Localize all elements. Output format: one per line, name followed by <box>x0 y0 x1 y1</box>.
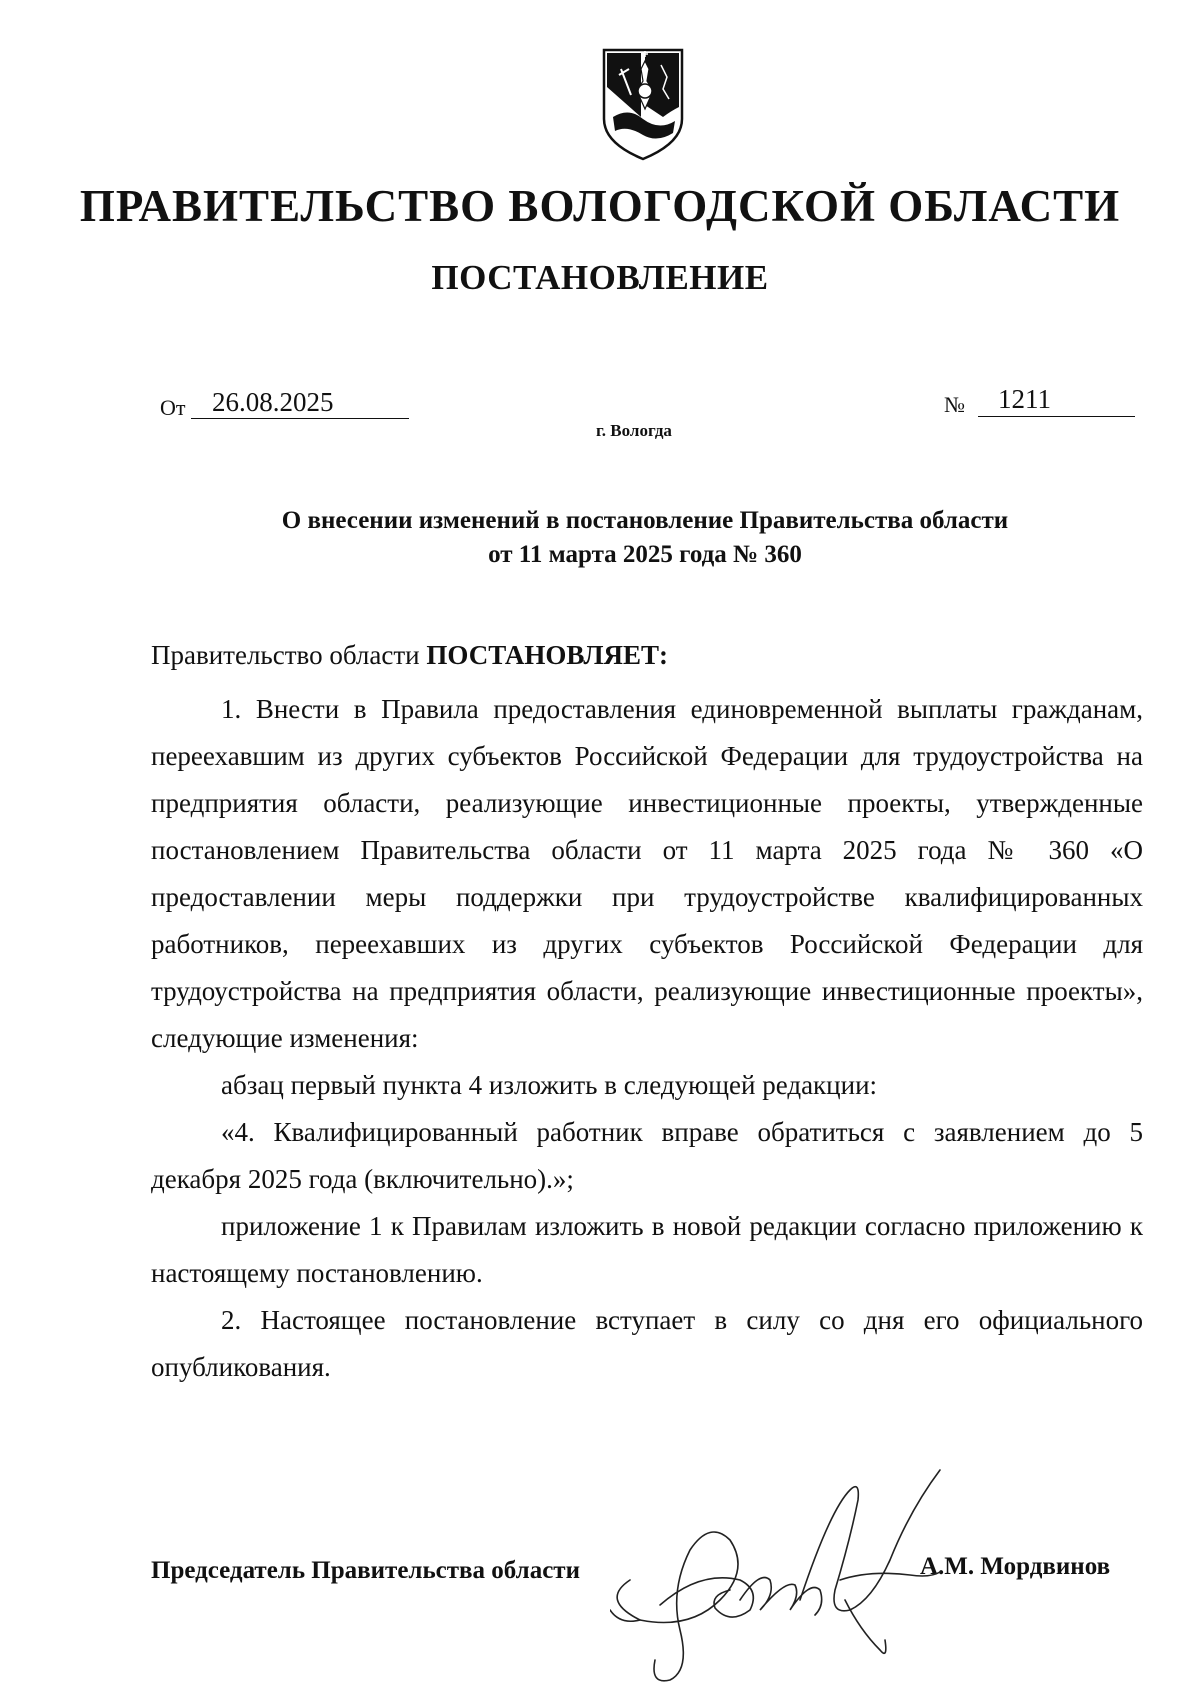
paragraph-4: приложение 1 к Правилам изложить в новой редакции согласно приложению к настоящему постановлению. <box>151 1211 1143 1288</box>
government-name: ПРАВИТЕЛЬСТВО ВОЛОГОДСКОЙ ОБЛАСТИ <box>79 181 1121 231</box>
signatory-name: А.М. Мордвинов <box>920 1553 1111 1580</box>
paragraph-1: 1. Внести в Правила предоставления единовременной выплаты гражданам, переехавшим из других субъектов Российской Федерации для трудоустройства на предприятия области, реализующие инвестиционные проекты, утвержденные постановлением Правительства области от 11 марта 2025 года № 360 «О предоставлении меры поддержки при трудоустройстве квалифицированных работников, переехавших из других субъектов Российской Федерации для трудоустройства на предприятия области, реализующие инвестиционные проекты», следующие изменения: <box>151 694 1143 1053</box>
document-title <box>0 504 1200 572</box>
number-label: № <box>944 392 965 417</box>
signature-icon <box>610 1450 970 1690</box>
paragraph-5: 2. Настоящее постановление вступает в силу со дня его официального опубликования. <box>151 1305 1143 1382</box>
title-line-1: О внесении изменений в постановление Правительства области <box>281 507 1009 534</box>
intro-text: Правительство области <box>151 640 427 670</box>
document-body <box>151 632 1143 1391</box>
title-line-2: от 11 марта 2025 года № 360 <box>488 541 802 568</box>
coat-of-arms-icon <box>601 47 685 163</box>
document-type: ПОСТАНОВЛЕНИЕ <box>431 258 769 297</box>
date-label: От <box>160 395 186 420</box>
decree-word: ПОСТАНОВЛЯЕТ: <box>426 640 668 670</box>
document-number: 1211 <box>978 384 1135 417</box>
paragraph-2: абзац первый пункта 4 изложить в следующей редакции: <box>221 1070 878 1100</box>
city: г. Вологда <box>596 421 672 440</box>
intro-paragraph <box>151 632 1143 679</box>
document-date: 26.08.2025 <box>191 387 409 419</box>
paragraph-3: «4. Квалифицированный работник вправе обратиться с заявлением до 5 декабря 2025 года (включительно).»; <box>151 1117 1143 1194</box>
signatory-position: Председатель Правительства области <box>151 1557 580 1584</box>
